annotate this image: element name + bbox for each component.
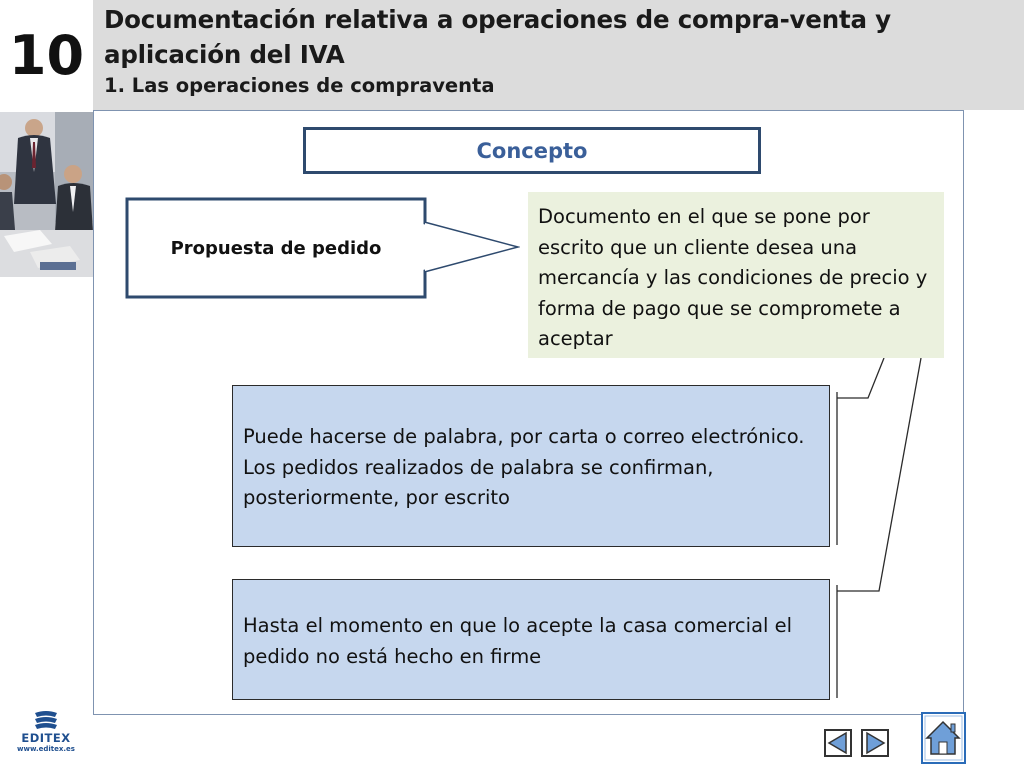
triangle-left-icon (824, 729, 852, 757)
concept-heading: Concepto (303, 127, 761, 174)
previous-slide-button[interactable] (824, 729, 852, 757)
note-box-1: Puede hacerse de palabra, por carta o correo electrónico. Los pedidos realizados de palabra se confirman, posteriormente, por escrito (232, 385, 830, 547)
definition-box: Documento en el que se pone por escrito que un cliente desea una mercancía y las condiciones de precio y forma de pago que se compromete a aceptar (528, 192, 944, 358)
editex-logo (12, 710, 80, 760)
logo-url: www.editex.es (17, 745, 75, 753)
section-subtitle: 1. Las operaciones de compraventa (104, 74, 495, 97)
next-slide-button[interactable] (861, 729, 889, 757)
note-box-2: Hasta el momento en que lo acepte la casa comercial el pedido no está hecho en firme (232, 579, 830, 700)
chapter-number: 10 (0, 0, 93, 110)
page-title: Documentación relativa a operaciones de compra-venta y aplicación del IVA (104, 5, 891, 69)
house-icon (921, 712, 966, 764)
header-band (93, 0, 1024, 110)
home-button[interactable] (921, 712, 966, 764)
office-photo-illustration (0, 112, 93, 277)
logo-name: EDITEX (21, 731, 71, 745)
triangle-right-icon (861, 729, 889, 757)
editex-logo-icon (31, 710, 61, 730)
office-photo (0, 112, 93, 277)
term-label: Propuesta de pedido (170, 237, 382, 259)
